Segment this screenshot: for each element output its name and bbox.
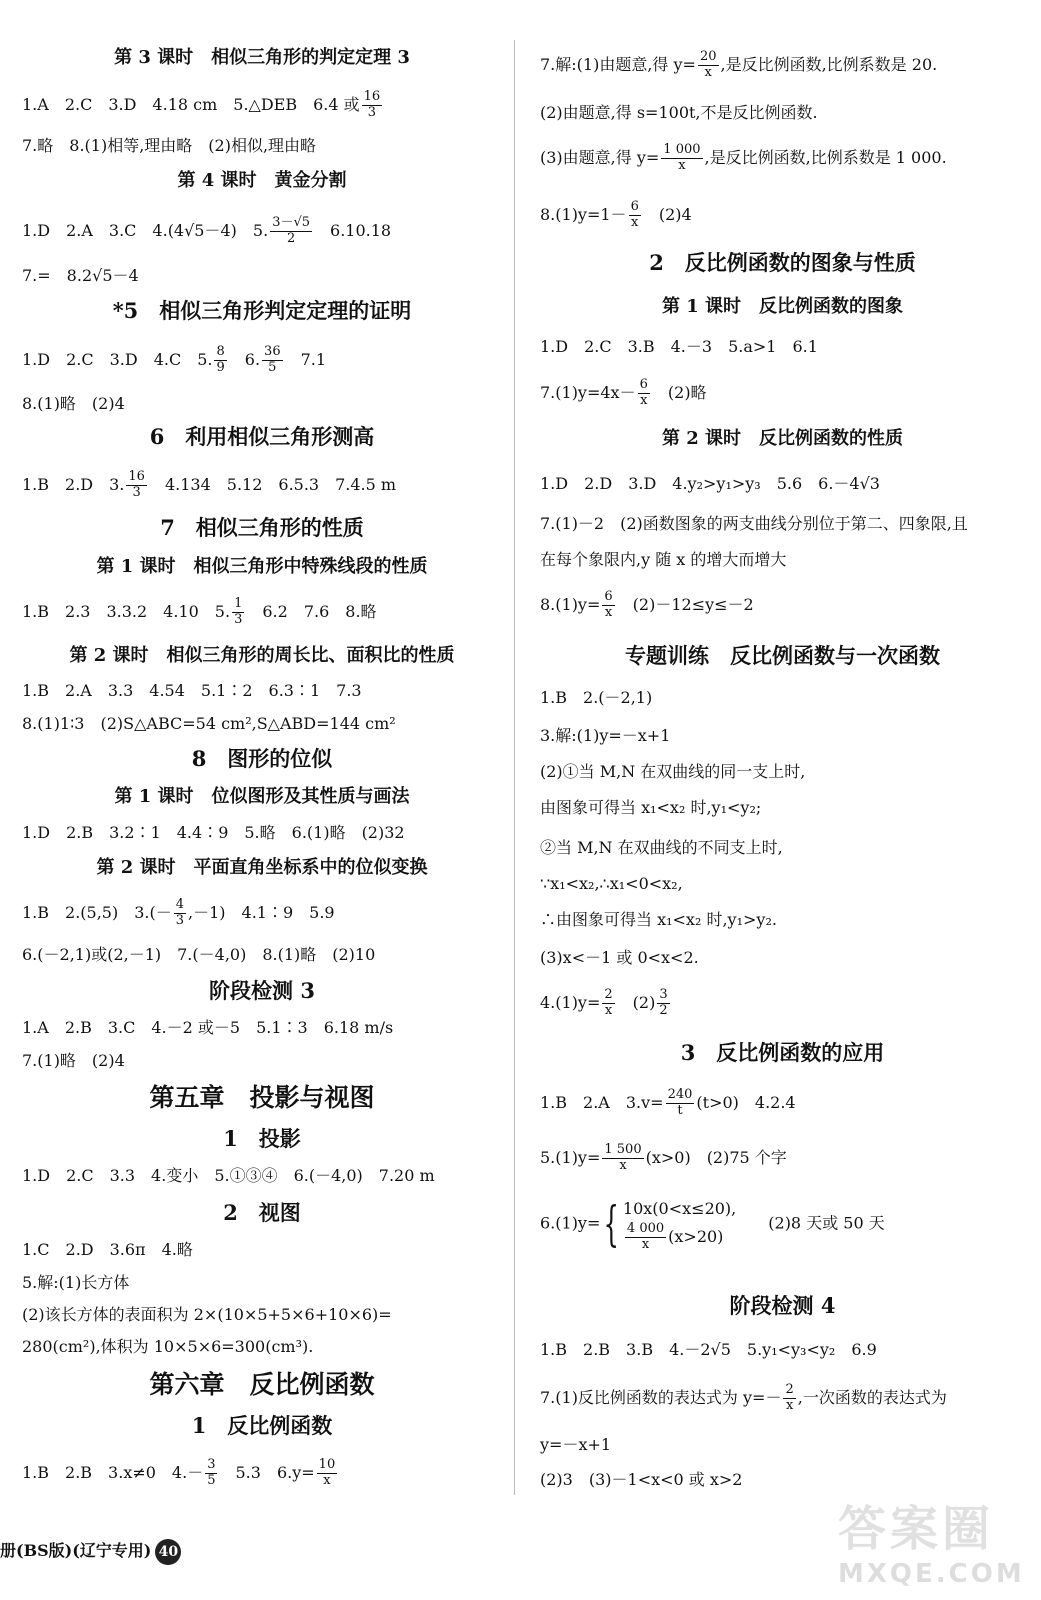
answer-line: ②当 M,N 在双曲线的不同支上时, — [540, 838, 783, 857]
answer-line: 1.C 2.D 3.6π 4.略 — [22, 1240, 193, 1259]
chapter-title: 第五章 投影与视图 — [149, 1083, 375, 1112]
answer-line: 1.D 2.B 3.2∶1 4.4∶9 5.略 6.(1)略 (2)32 — [22, 823, 405, 842]
answer-line: 3.解:(1)y=－x+1 — [540, 726, 671, 745]
answer-line: 6.(－2,1)或(2,－1) 7.(－4,0) 8.(1)略 (2)10 — [22, 945, 376, 964]
fraction: $\frac{3}{2}$ — [659, 987, 668, 1018]
section-title: 6 利用相似三角形测高 — [149, 424, 375, 449]
fraction: $\frac{4}{3}$ — [175, 897, 185, 928]
answer-line: ∵x₁<x₂,∴x₁<0<x₂, — [540, 874, 683, 893]
answer-line: 1.B 2.B 3.B 4.－2√5 5.y₁<y₃<y₂ 6.9 — [540, 1340, 877, 1359]
section-title: 专题训练 反比例函数与一次函数 — [625, 643, 940, 668]
answer-line: 1.B 2.3 3.3.2 4.10 5. $\frac{1}{3}$ 6.2 7.6 8.略 — [22, 596, 377, 627]
answer-line: 8.(1)y=1－ $\frac{6}{x}$ (2)4 — [540, 199, 692, 230]
answer-line: 4.(1)y= $\frac{2}{x}$ (2) $\frac{3}{2}$ — [540, 987, 668, 1018]
brace: { — [604, 1196, 620, 1253]
answer-line: 1.B 2.B 3.x≠0 4.－ $\frac{3}{5}$ 5.3 6.y= $\frac{10}{x}$ — [22, 1457, 336, 1488]
section-title: 阶段检测 4 — [729, 1293, 836, 1318]
answer-line: (2)3 (3)－1<x<0 或 x>2 — [540, 1470, 743, 1489]
page-footer — [0, 1538, 181, 1565]
answer-line: (3)由题意,得 y= $\frac{1 000}{x}$ ,是反比例函数,比例系数是 1 000. — [540, 142, 947, 173]
answer-line: (2)该长方体的表面积为 2×(10×5+5×6+10×6)= — [22, 1305, 392, 1324]
fraction: $\frac{16}{3}$ — [363, 89, 381, 120]
answer-line: 1.D 2.C 3.3 4.变小 5.①③④ 6.(－4,0) 7.20 m — [22, 1166, 435, 1185]
answer-line: 7.解:(1)由题意,得 y= $\frac{20}{x}$ ,是反比例函数,比例系数是 20. — [540, 49, 938, 80]
answer-line: 7.= 8.2√5－4 — [22, 266, 139, 285]
answer-line: 1.D 2.A 3.C 4.(4√5－4) 5. $\frac{3-√5}{2}$ 6.10.18 — [22, 215, 392, 246]
answer-line: 1.D 2.C 3.D 4.C 5. $\frac{8}{9}$ 6. $\frac{36}{5}$ 7.1 — [22, 344, 327, 375]
lesson-title: 第 1 课时 反比例函数的图象 — [661, 296, 904, 317]
answer-line: 在每个象限内,y 随 x 的增大而增大 — [540, 550, 787, 569]
answer-line: 7.(1)略 (2)4 — [22, 1051, 125, 1070]
section-title: 第 3 课时 相似三角形的判定定理 3 — [114, 47, 410, 68]
answer-line: 8.(1)1∶3 (2)S△ABC=54 cm²,S△ABD=144 cm² — [22, 714, 396, 733]
fraction: $\frac{2}{x}$ — [604, 987, 613, 1018]
fraction: $\frac{1 500}{x}$ — [604, 1142, 642, 1173]
book-edition-label: 册(BS版)(辽宁专用) — [0, 1541, 152, 1560]
section-title: 阶段检测 3 — [209, 978, 315, 1003]
fraction: $\frac{20}{x}$ — [699, 49, 717, 80]
section-title: 第 4 课时 黄金分割 — [177, 170, 347, 191]
answer-line: 7.(1)y=4x－ $\frac{6}{x}$ (2)略 — [540, 377, 707, 408]
fraction: $\frac{6}{x}$ — [630, 199, 639, 230]
fraction: $\frac{2}{x}$ — [785, 1382, 794, 1413]
answer-line: 7.(1)－2 (2)函数图象的两支曲线分别位于第二、四象限,且 — [540, 514, 968, 533]
fraction: $\frac{1 000}{x}$ — [663, 142, 701, 173]
answer-line: (3)x<－1 或 0<x<2. — [540, 948, 699, 967]
section-title: 3 反比例函数的应用 — [680, 1040, 885, 1065]
answer-line: 5.解:(1)长方体 — [22, 1273, 130, 1292]
fraction: $\frac{6}{x}$ — [639, 377, 648, 408]
watermark — [838, 1490, 1028, 1595]
section-title: 1 反比例函数 — [191, 1413, 333, 1438]
answer-line: 由图象可得当 x₁<x₂ 时,y₁<y₂; — [540, 798, 762, 817]
section-title: 7 相似三角形的性质 — [160, 515, 364, 540]
answer-line: 8.(1)略 (2)4 — [22, 394, 125, 413]
section-title: 8 图形的位似 — [191, 746, 333, 771]
column-divider — [514, 40, 515, 1495]
answer-line: 1.A 2.B 3.C 4.－2 或－5 5.1∶3 6.18 m/s — [22, 1018, 394, 1037]
answer-line: 280(cm²),体积为 10×5×6=300(cm³). — [22, 1337, 314, 1356]
answer-line: (2)由题意,得 s=100t,不是反比例函数. — [540, 103, 818, 122]
answer-line: 1.B 2.D 3. $\frac{16}{3}$ 4.134 5.12 6.5.3 7.4.5 m — [22, 469, 397, 500]
section-title: *5 相似三角形判定定理的证明 — [112, 298, 412, 323]
fraction: $\frac{3}{5}$ — [207, 1457, 216, 1488]
section-title: 2 反比例函数的图象与性质 — [649, 250, 916, 275]
fraction: $\frac{36}{5}$ — [264, 344, 281, 375]
lesson-title: 第 2 课时 反比例函数的性质 — [661, 428, 904, 449]
fraction: $\frac{1}{3}$ — [234, 596, 243, 627]
answer-line: 1.D 2.C 3.B 4.－3 5.a>1 6.1 — [540, 337, 818, 356]
answer-line: 1.B 2.(5,5) 3.(－ $\frac{4}{3}$ ,－1) 4.1∶9 5.9 — [22, 897, 335, 928]
fraction: $\frac{3-√5}{2}$ — [272, 215, 311, 246]
answer-line: 1.B 2.A 3.v= $\frac{240}{t}$ (t>0) 4.2.4 — [540, 1087, 796, 1118]
section-title: 1 投影 — [223, 1126, 301, 1151]
answer-line: 1.A 2.C 3.D 4.18 cm 5.△DEB 6.4 或 $\frac{16}{3}$ — [22, 89, 381, 120]
answer-line: 1.B 2.(－2,1) — [540, 688, 653, 707]
fraction: $\frac{10}{x}$ — [318, 1457, 336, 1488]
chapter-title: 第六章 反比例函数 — [149, 1370, 375, 1399]
lesson-title: 第 2 课时 平面直角坐标系中的位似变换 — [96, 857, 428, 878]
section-title: 2 视图 — [223, 1200, 301, 1225]
fraction: $\frac{6}{x}$ — [604, 589, 613, 620]
answer-line: (2)①当 M,N 在双曲线的同一支上时, — [540, 762, 806, 781]
watermark-url: MXQE.COM — [838, 1559, 1025, 1589]
answer-line: ∴由图象可得当 x₁<x₂ 时,y₁>y₂. — [540, 910, 777, 929]
watermark-logo: 答案圈 — [838, 1501, 995, 1557]
answer-line: 7.(1)反比例函数的表达式为 y=－ $\frac{2}{x}$ ,一次函数的表达式为 — [540, 1382, 947, 1413]
answer-line: 6.(1)y={ 10x(0<x≤20), $\frac{4 000}{x}$ (x>20) (2)8 天或 50 天 — [540, 1196, 885, 1253]
fraction: $\frac{8}{9}$ — [216, 344, 225, 375]
answer-line: 1.B 2.A 3.3 4.54 5.1∶2 6.3∶1 7.3 — [22, 681, 362, 700]
fraction: $\frac{240}{t}$ — [667, 1087, 693, 1118]
page-number: 40 — [155, 1539, 181, 1565]
lesson-title: 第 1 课时 位似图形及其性质与画法 — [114, 786, 410, 807]
lesson-title: 第 1 课时 相似三角形中特殊线段的性质 — [96, 556, 428, 577]
answer-line: 7.略 8.(1)相等,理由略 (2)相似,理由略 — [22, 136, 317, 155]
lesson-title: 第 2 课时 相似三角形的周长比、面积比的性质 — [69, 645, 455, 666]
answer-line: 8.(1)y= $\frac{6}{x}$ (2)－12≤y≤－2 — [540, 589, 754, 620]
piecewise-cases: 10x(0<x≤20), $\frac{4 000}{x}$ (x>20) — [622, 1199, 737, 1252]
answer-line: 1.D 2.D 3.D 4.y₂>y₁>y₃ 5.6 6.－4√3 — [540, 474, 880, 493]
fraction: $\frac{4 000}{x}$ — [626, 1220, 665, 1252]
answer-line: y=－x+1 — [540, 1435, 612, 1454]
fraction: $\frac{16}{3}$ — [128, 469, 145, 500]
answer-line: 5.(1)y= $\frac{1 500}{x}$ (x>0) (2)75 个字 — [540, 1142, 787, 1173]
